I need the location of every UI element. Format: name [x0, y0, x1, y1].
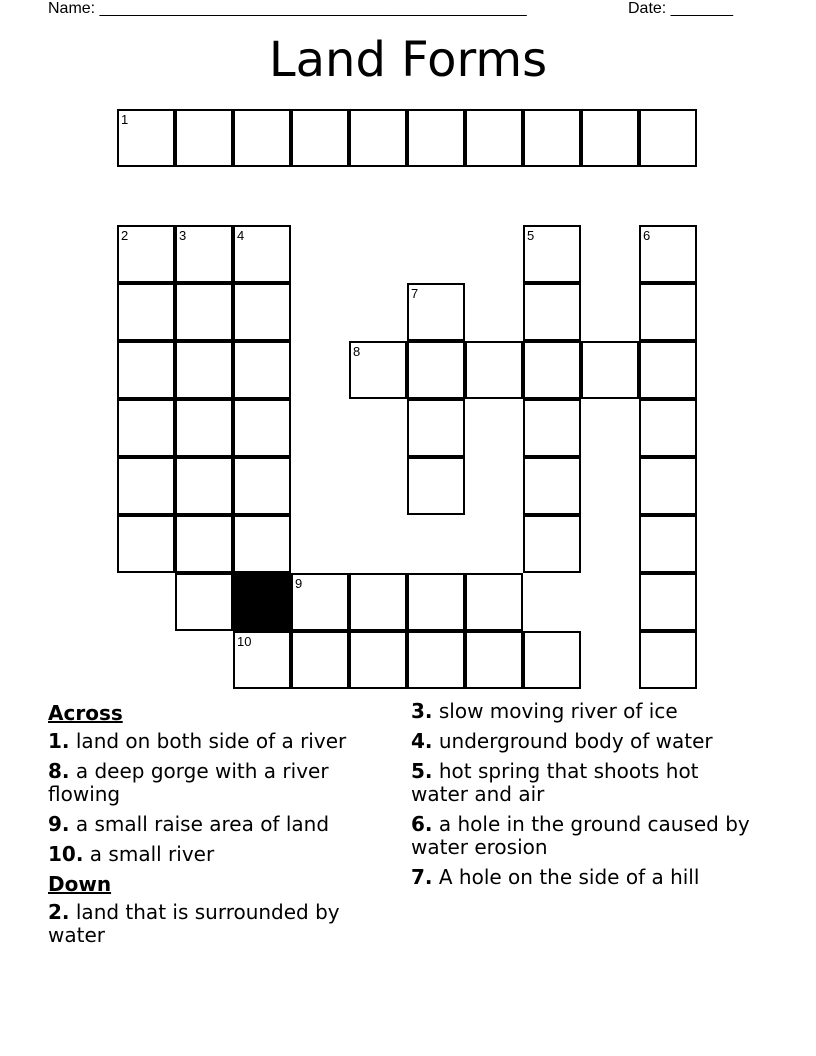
crossword-cell[interactable] — [233, 457, 291, 515]
clue-item-text: a hole in the ground caused by water erosion — [411, 812, 750, 859]
clue-item-number: 1. — [48, 729, 70, 753]
clue-item — [48, 813, 393, 836]
crossword-cell[interactable] — [523, 341, 581, 399]
crossword-cell[interactable] — [233, 225, 291, 283]
down-clue-list-continued — [411, 700, 756, 889]
down-clue-list — [48, 901, 393, 947]
crossword-cell[interactable] — [465, 341, 523, 399]
crossword-cell[interactable] — [291, 109, 349, 167]
clue-item — [411, 760, 756, 806]
crossword-cell[interactable] — [407, 457, 465, 515]
crossword-cell[interactable] — [407, 573, 465, 631]
crossword-cell[interactable] — [639, 283, 697, 341]
clue-item-number: 3. — [411, 699, 433, 723]
crossword-cell[interactable] — [291, 631, 349, 689]
down-heading: Down — [48, 872, 112, 896]
crossword-black-cell — [233, 573, 291, 631]
clue-number: 5 — [527, 228, 535, 243]
clue-number: 8 — [353, 344, 361, 359]
clue-number: 6 — [643, 228, 651, 243]
clue-item-text: land on both side of a river — [75, 729, 347, 753]
date-blank: _______ — [670, 0, 733, 17]
clue-item-text: A hole on the side of a hill — [438, 865, 700, 889]
crossword-cell[interactable] — [465, 109, 523, 167]
clue-item-text: a deep gorge with a river flowing — [48, 759, 329, 806]
crossword-cell[interactable] — [117, 457, 175, 515]
clue-item-text: land that is surrounded by water — [48, 900, 340, 947]
crossword-cell[interactable] — [117, 225, 175, 283]
crossword-cell[interactable] — [117, 109, 175, 167]
clue-item-number: 7. — [411, 865, 433, 889]
crossword-cell[interactable] — [639, 573, 697, 631]
crossword-cell[interactable] — [349, 109, 407, 167]
crossword-cell[interactable] — [117, 341, 175, 399]
crossword-cell[interactable] — [639, 225, 697, 283]
across-clue-list — [48, 730, 393, 866]
crossword-cell[interactable] — [175, 109, 233, 167]
crossword-cell[interactable] — [175, 399, 233, 457]
clue-item-number: 2. — [48, 900, 70, 924]
clue-item-number: 9. — [48, 812, 70, 836]
crossword-cell[interactable] — [175, 573, 233, 631]
crossword-cell[interactable] — [581, 341, 639, 399]
clue-number: 3 — [179, 228, 187, 243]
clue-item-text: hot spring that shoots hot water and air — [411, 759, 699, 806]
crossword-cell[interactable] — [523, 283, 581, 341]
crossword-cell[interactable] — [407, 341, 465, 399]
clues-left-column — [48, 700, 393, 954]
crossword-cell[interactable] — [523, 399, 581, 457]
clue-item-text: underground body of water — [438, 729, 713, 753]
crossword-cell[interactable] — [465, 573, 523, 631]
clue-item-text: a small raise area of land — [75, 812, 330, 836]
clue-item — [411, 813, 756, 859]
page-title: Land Forms — [268, 32, 548, 88]
name-blank: ________________________________________________ — [99, 0, 527, 17]
clue-item — [48, 901, 393, 947]
name-label: Name: — [48, 0, 96, 17]
crossword-cell[interactable] — [233, 109, 291, 167]
crossword-cell[interactable] — [407, 631, 465, 689]
crossword-cell[interactable] — [175, 225, 233, 283]
clue-item-text: slow moving river of ice — [438, 699, 678, 723]
crossword-cell[interactable] — [639, 341, 697, 399]
clue-item-text: a small river — [89, 842, 215, 866]
crossword-cell[interactable] — [407, 109, 465, 167]
crossword-cell[interactable] — [233, 515, 291, 573]
date-label: Date: — [628, 0, 667, 17]
crossword-cell[interactable] — [581, 109, 639, 167]
clue-number: 4 — [237, 228, 245, 243]
crossword-cell[interactable] — [523, 631, 581, 689]
clue-item — [411, 866, 756, 889]
clue-number: 10 — [237, 634, 252, 649]
clue-item — [48, 760, 393, 806]
crossword-cell[interactable] — [175, 341, 233, 399]
crossword-cell[interactable] — [523, 515, 581, 573]
crossword-cell[interactable] — [291, 573, 349, 631]
clue-item — [411, 730, 756, 753]
crossword-cell[interactable] — [639, 457, 697, 515]
crossword-cell[interactable] — [639, 631, 697, 689]
clue-number: 9 — [295, 576, 303, 591]
crossword-cell[interactable] — [407, 399, 465, 457]
crossword-cell[interactable] — [175, 515, 233, 573]
crossword-cell[interactable] — [523, 109, 581, 167]
clue-item-number: 10. — [48, 842, 84, 866]
crossword-cell[interactable] — [175, 283, 233, 341]
clues-right-column — [411, 700, 756, 896]
crossword-cell[interactable] — [465, 631, 523, 689]
clue-item-number: 8. — [48, 759, 70, 783]
crossword-cell[interactable] — [639, 515, 697, 573]
crossword-cell[interactable] — [523, 225, 581, 283]
clue-item — [48, 843, 393, 866]
crossword-cell[interactable] — [523, 457, 581, 515]
clue-item — [48, 730, 393, 753]
crossword-cell[interactable] — [233, 283, 291, 341]
crossword-cell[interactable] — [175, 457, 233, 515]
clue-number: 2 — [121, 228, 129, 243]
crossword-cell[interactable] — [349, 573, 407, 631]
crossword-cell[interactable] — [233, 399, 291, 457]
crossword-cell[interactable] — [233, 631, 291, 689]
clue-number: 7 — [411, 286, 419, 301]
crossword-cell[interactable] — [233, 341, 291, 399]
clue-item-number: 5. — [411, 759, 433, 783]
crossword-cell[interactable] — [117, 515, 175, 573]
crossword-cell[interactable] — [349, 631, 407, 689]
clue-number: 1 — [121, 112, 129, 127]
crossword-cell[interactable] — [117, 283, 175, 341]
crossword-cell[interactable] — [407, 283, 465, 341]
clue-item — [411, 700, 756, 723]
clue-item-number: 6. — [411, 812, 433, 836]
across-heading: Across — [48, 701, 123, 725]
clue-item-number: 4. — [411, 729, 433, 753]
crossword-cell[interactable] — [117, 399, 175, 457]
crossword-cell[interactable] — [639, 109, 697, 167]
crossword-cell[interactable] — [639, 399, 697, 457]
crossword-cell[interactable] — [349, 341, 407, 399]
